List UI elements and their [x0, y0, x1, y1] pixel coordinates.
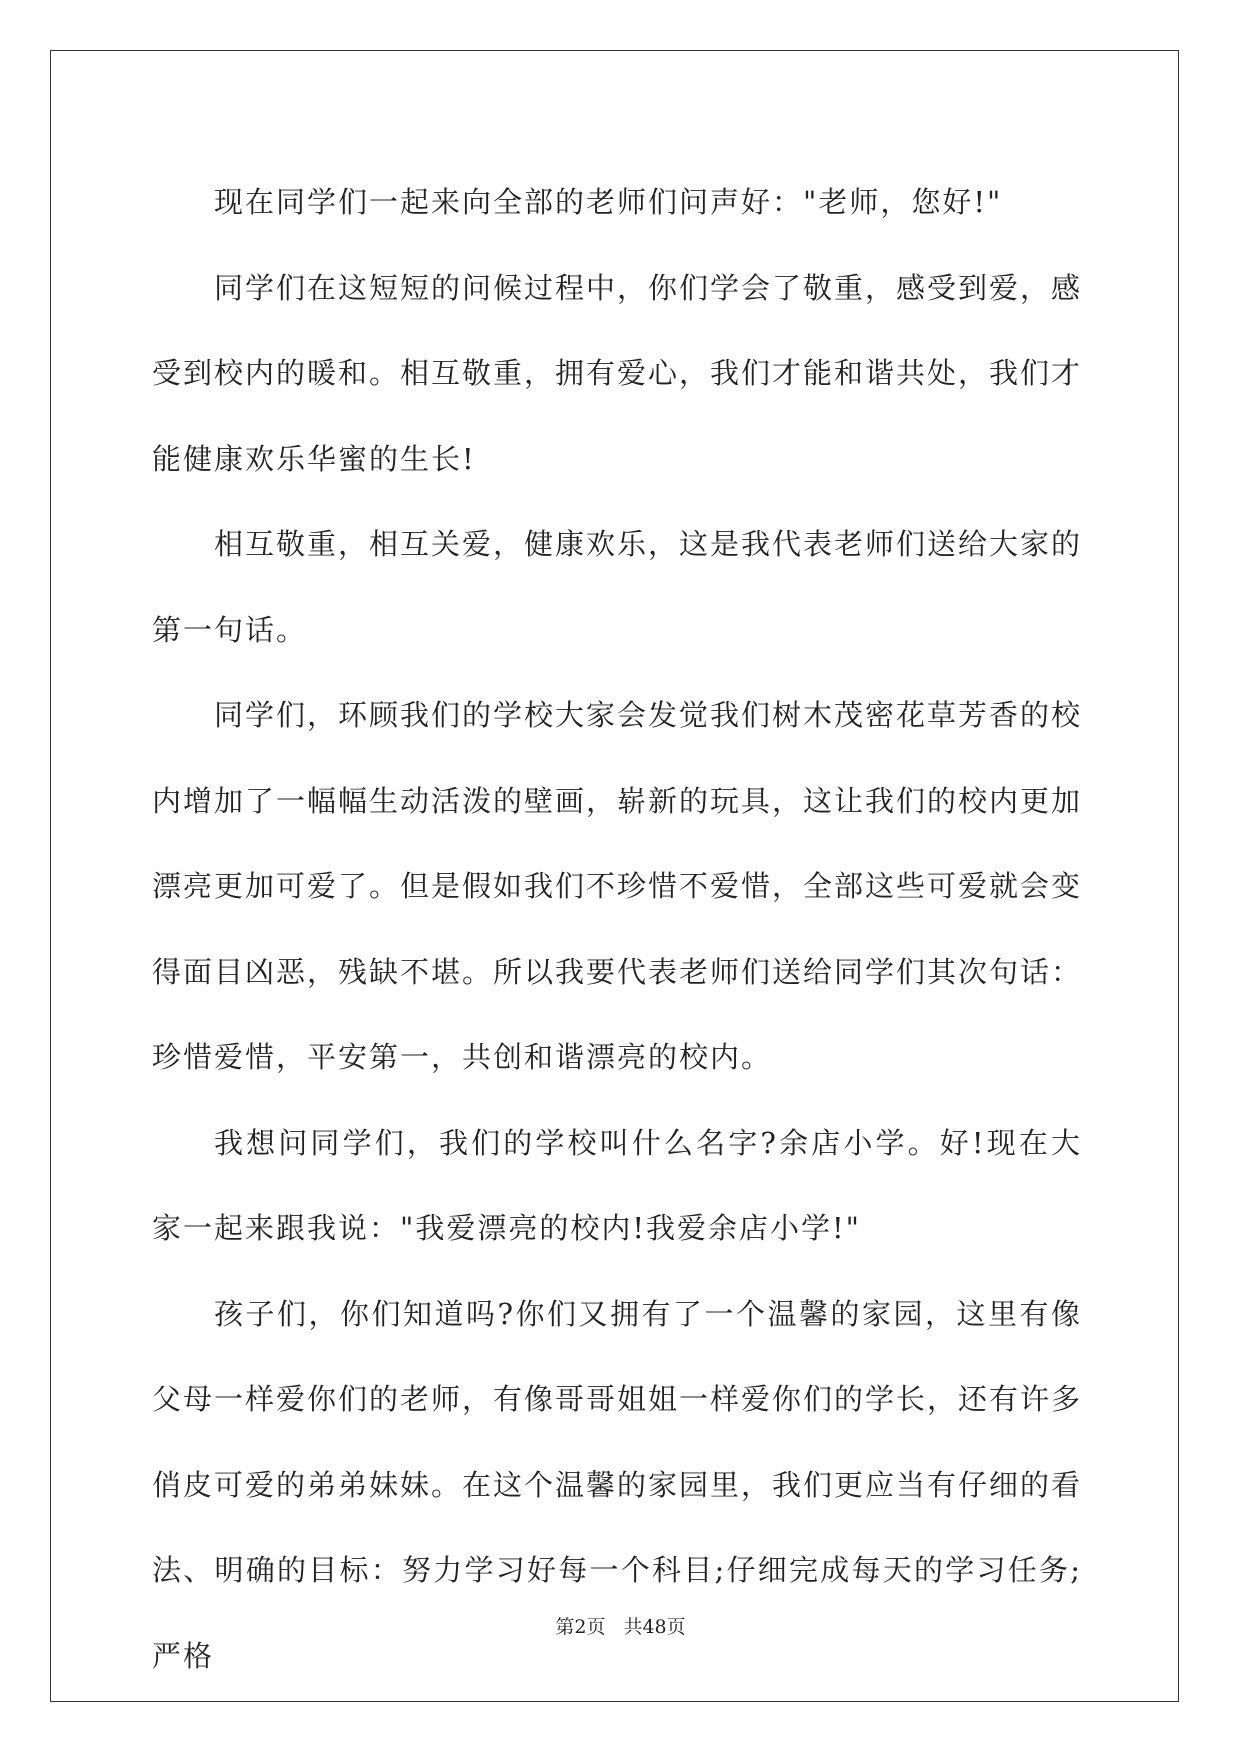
page-footer: [0, 1612, 1241, 1639]
document-body: [152, 160, 1082, 1699]
page-total: 共48页: [623, 1616, 686, 1638]
paragraph: 现在同学们一起来向全部的老师们问声好："老师，您好!": [214, 185, 1003, 219]
paragraph: 孩子们，你们知道吗?你们又拥有了一个温馨的家园，这里有像父母一样爱你们的老师，有像哥哥姐姐一样爱你们的学长，还有许多俏皮可爱的弟弟妹妹。在这个温馨的家园里，我们更应当有仔细的看法、明确的目标：努力学习好每一个科目;仔细完成每天的学习任务;严格: [152, 1296, 1083, 1673]
paragraph: 我想问同学们，我们的学校叫什么名字?余店小学。好!现在大家一起来跟我说："我爱漂亮的校内!我爱余店小学!": [152, 1125, 1082, 1245]
paragraph: 同学们在这短短的问候过程中，你们学会了敬重，感受到爱，感受到校内的暖和。相互敬重，拥有爱心，我们才能和谐共处，我们才能健康欢乐华蜜的生长!: [152, 270, 1083, 476]
page-number: 第2页: [555, 1616, 606, 1638]
paragraph: 同学们，环顾我们的学校大家会发觉我们树木茂密花草芳香的校内增加了一幅幅生动活泼的壁画，崭新的玩具，这让我们的校内更加漂亮更加可爱了。但是假如我们不珍惜不爱惜，全部这些可爱就会变得面目凶恶，残缺不堪。所以我要代表老师们送给同学们其次句话：珍惜爱惜，平安第一，共创和谐漂亮的校内。: [152, 698, 1083, 1074]
paragraph: 相互敬重，相互关爱，健康欢乐，这是我代表老师们送给大家的第一句话。: [152, 527, 1083, 647]
